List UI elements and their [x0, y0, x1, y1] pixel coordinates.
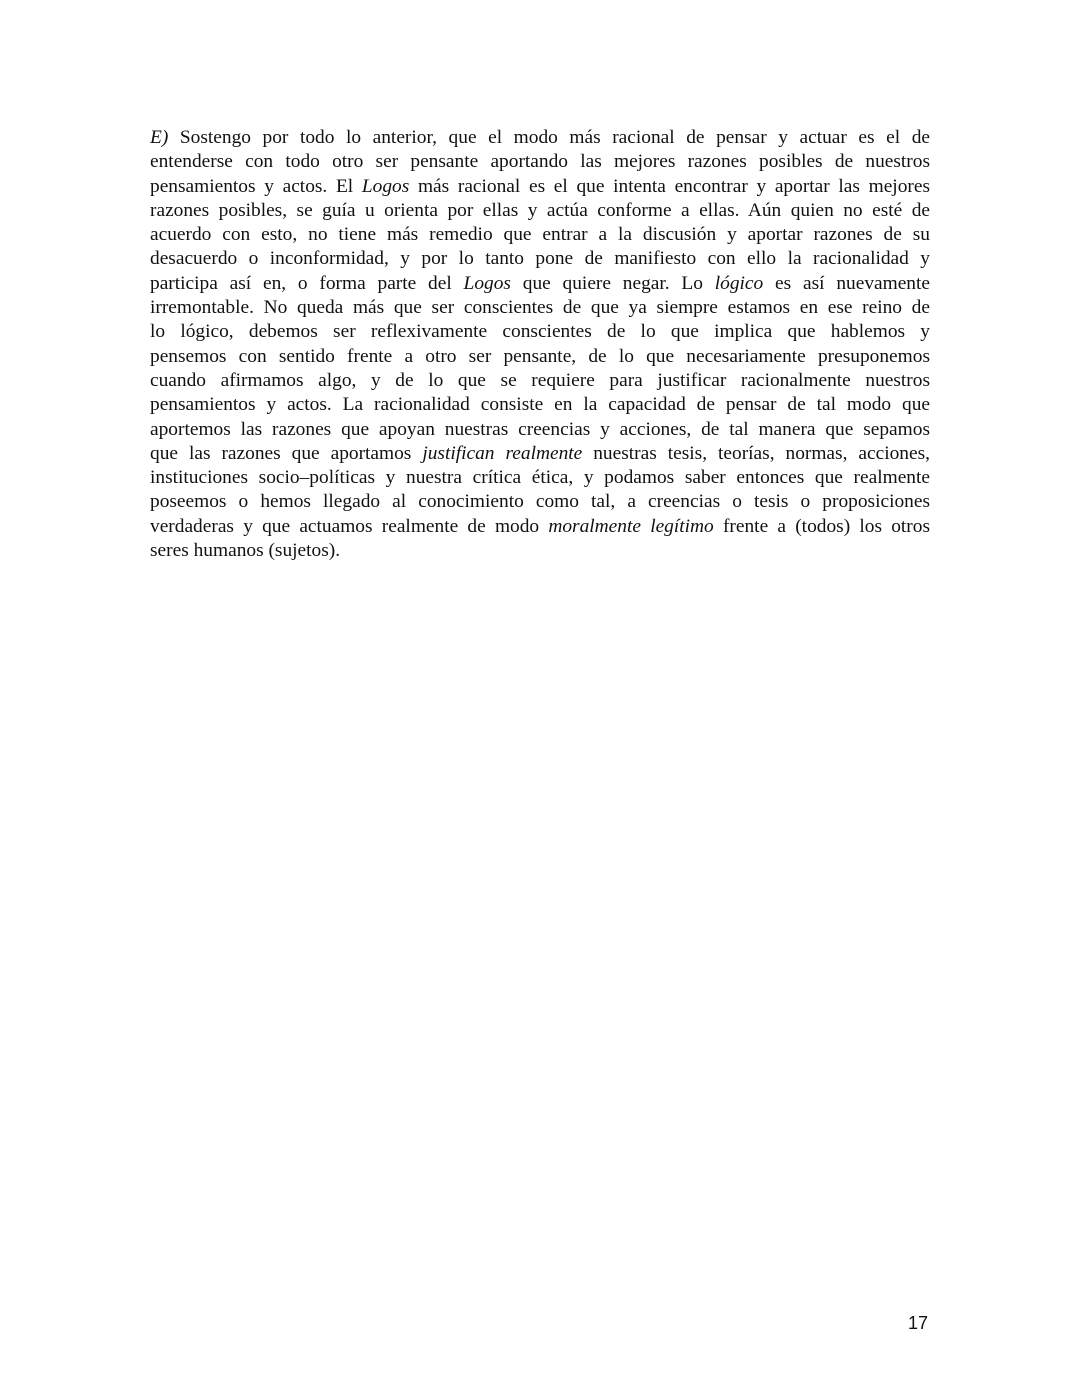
text-run: frente a (todos) los otros — [713, 515, 931, 537]
text-run: participa así en, o forma parte del — [150, 272, 464, 294]
text-line — [150, 320, 930, 344]
text-run: desacuerdo o inconformidad, y por lo tanto pone de manifiesto con ello la racionalidad y — [150, 248, 930, 270]
text-run: que las razones que aportamos — [150, 442, 423, 464]
text-line — [150, 345, 930, 369]
text-line — [150, 393, 930, 417]
text-run: Sostengo por todo lo anterior, que el modo más racional de pensar y actuar es el de — [168, 127, 930, 148]
text-line — [150, 199, 930, 223]
text-line — [150, 247, 930, 271]
text-line — [150, 515, 930, 539]
text-line — [150, 126, 930, 150]
italic-text: E) — [150, 127, 169, 148]
text-run: más racional es el que intenta encontrar y aportar las mejores — [409, 175, 930, 197]
text-line — [150, 175, 930, 199]
text-run: lo lógico, debemos ser reflexivamente conscientes de lo que implica que hablemos y — [150, 321, 930, 343]
text-run: es así nuevamente — [763, 272, 930, 294]
text-run: poseemos o hemos llegado al conocimiento como tal, a creencias o tesis o proposiciones — [150, 491, 930, 513]
text-line — [150, 466, 930, 490]
text-run: acuerdo con esto, no tiene más remedio que entrar a la discusión y aportar razones de su — [150, 224, 930, 246]
text-line — [150, 223, 930, 247]
italic-text: lógico — [714, 272, 764, 294]
text-line — [150, 296, 930, 320]
text-run: nuestras tesis, teorías, normas, acciones, — [582, 442, 930, 464]
text-line — [150, 539, 930, 563]
text-run: verdaderas y que actuamos realmente de modo — [150, 515, 549, 537]
italic-text: justifican realmente — [422, 442, 583, 464]
text-run: cuando afirmamos algo, y de lo que se requiere para justificar racionalmente nuestros — [150, 369, 930, 391]
italic-text: Logos — [361, 175, 410, 197]
text-line — [150, 369, 930, 393]
text-run: seres humanos (sujetos). — [150, 540, 341, 562]
text-line — [150, 150, 930, 174]
italic-text: moralmente legítimo — [548, 515, 714, 537]
text-run: pensamientos y actos. La racionalidad consiste en la capacidad de pensar de tal modo que — [150, 394, 930, 416]
text-line — [150, 272, 930, 296]
italic-text: Logos — [463, 272, 511, 294]
text-run: razones posibles, se guía u orienta por ellas y actúa conforme a ellas. Aún quien no esté de — [150, 199, 930, 221]
text-run: instituciones socio–políticas y nuestra crítica ética, y podamos saber entonces que realmente — [150, 467, 930, 489]
text-run: pensamientos y actos. El — [150, 175, 362, 197]
text-run: aportemos las razones que apoyan nuestras creencias y acciones, de tal manera que sepamos — [150, 418, 930, 440]
text-line — [150, 418, 930, 442]
text-run: pensemos con sentido frente a otro ser pensante, de lo que necesariamente presuponemos — [150, 345, 930, 367]
text-line — [150, 442, 930, 466]
text-run: entenderse con todo otro ser pensante aportando las mejores razones posibles de nuestros — [150, 151, 930, 173]
page-number: 17 — [908, 1313, 929, 1333]
text-line — [150, 490, 930, 514]
body-paragraph — [150, 126, 930, 563]
text-run: irremontable. No queda más que ser conscientes de que ya siempre estamos en ese reino de — [150, 297, 930, 319]
text-run: que quiere negar. Lo — [510, 272, 715, 294]
